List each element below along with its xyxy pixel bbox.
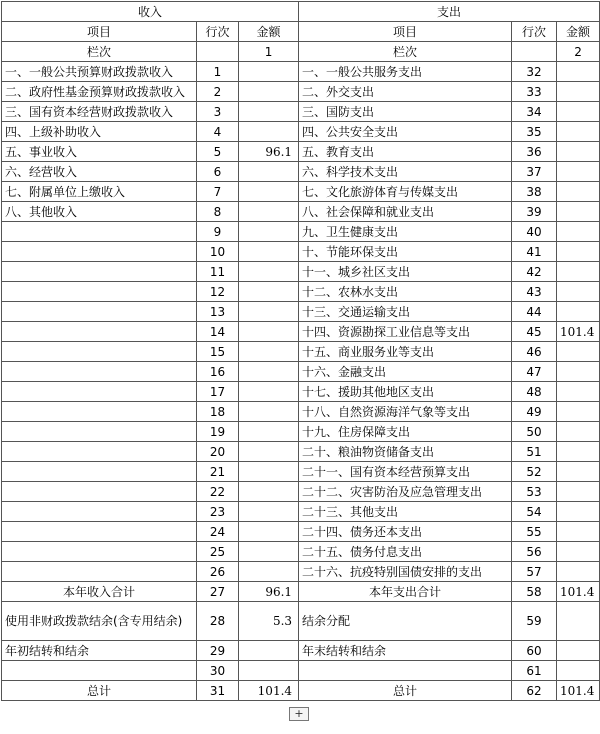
income-line-number: 13 xyxy=(197,302,239,322)
expense-line-number: 61 xyxy=(512,661,557,681)
expense-item-label xyxy=(299,661,512,681)
income-column-label: 栏次 xyxy=(2,42,197,62)
expense-item-label: 十四、资源勘探工业信息等支出 xyxy=(299,322,512,342)
expense-line-number: 38 xyxy=(512,182,557,202)
grand-total-row xyxy=(2,681,600,701)
income-item-label xyxy=(2,222,197,242)
expense-line-number: 35 xyxy=(512,122,557,142)
year-total-row xyxy=(2,582,600,602)
income-item-label xyxy=(2,422,197,442)
income-line-number: 22 xyxy=(197,482,239,502)
expense-item-label: 七、文化旅游体育与传媒支出 xyxy=(299,182,512,202)
income-amount xyxy=(239,122,299,142)
income-item-label xyxy=(2,282,197,302)
expense-line-number: 50 xyxy=(512,422,557,442)
income-line-number: 23 xyxy=(197,502,239,522)
income-item-label: 本年收入合计 xyxy=(2,582,197,602)
income-line-number: 16 xyxy=(197,362,239,382)
expense-amount xyxy=(557,242,600,262)
expense-amount xyxy=(557,542,600,562)
expense-line-number: 41 xyxy=(512,242,557,262)
income-amount xyxy=(239,382,299,402)
table-row xyxy=(2,142,600,162)
expense-item-label: 八、社会保障和就业支出 xyxy=(299,202,512,222)
balance-use-row xyxy=(2,602,600,641)
expense-item-label: 十二、农林水支出 xyxy=(299,282,512,302)
expense-line-number: 58 xyxy=(512,582,557,602)
expense-line-number: 53 xyxy=(512,482,557,502)
table-row xyxy=(2,382,600,402)
income-item-label: 六、经营收入 xyxy=(2,162,197,182)
expense-item-label: 四、公共安全支出 xyxy=(299,122,512,142)
income-amount: 5.3 xyxy=(239,602,299,641)
income-column-line xyxy=(197,42,239,62)
income-amount xyxy=(239,342,299,362)
table-row xyxy=(2,82,600,102)
income-amount xyxy=(239,162,299,182)
expense-amount xyxy=(557,82,600,102)
expense-line-number: 59 xyxy=(512,602,557,641)
income-item-label xyxy=(2,502,197,522)
income-line-number: 28 xyxy=(197,602,239,641)
expense-line-number: 33 xyxy=(512,82,557,102)
table-row xyxy=(2,62,600,82)
expense-amount xyxy=(557,62,600,82)
income-line-number: 25 xyxy=(197,542,239,562)
expense-item-label: 一、一般公共服务支出 xyxy=(299,62,512,82)
expense-amount xyxy=(557,522,600,542)
table-row xyxy=(2,122,600,142)
income-line-number: 20 xyxy=(197,442,239,462)
table-row xyxy=(2,482,600,502)
expense-amount: 101.4 xyxy=(557,322,600,342)
expense-amount xyxy=(557,402,600,422)
table-row xyxy=(2,342,600,362)
income-amount xyxy=(239,502,299,522)
income-item-label: 年初结转和结余 xyxy=(2,641,197,661)
income-line-number: 30 xyxy=(197,661,239,681)
income-item-label xyxy=(2,342,197,362)
expense-column-line xyxy=(512,42,557,62)
income-item-label: 一、一般公共预算财政拨款收入 xyxy=(2,62,197,82)
expense-amount xyxy=(557,302,600,322)
income-item-label xyxy=(2,462,197,482)
income-item-label: 总计 xyxy=(2,681,197,701)
income-amount xyxy=(239,322,299,342)
expense-column-number: 2 xyxy=(557,42,600,62)
expense-line-number: 57 xyxy=(512,562,557,582)
income-amount xyxy=(239,62,299,82)
expense-amount xyxy=(557,222,600,242)
income-amount xyxy=(239,641,299,661)
expense-line-number: 42 xyxy=(512,262,557,282)
expense-item-label: 结余分配 xyxy=(299,602,512,641)
column-number-row xyxy=(2,42,600,62)
expense-line-number: 47 xyxy=(512,362,557,382)
expense-item-label: 年末结转和结余 xyxy=(299,641,512,661)
expense-item-label: 二、外交支出 xyxy=(299,82,512,102)
table-row xyxy=(2,522,600,542)
budget-table xyxy=(1,1,600,701)
expense-amount xyxy=(557,562,600,582)
blank-row xyxy=(2,661,600,681)
expense-amount xyxy=(557,202,600,222)
income-amount xyxy=(239,522,299,542)
income-line-number: 14 xyxy=(197,322,239,342)
expense-amount xyxy=(557,661,600,681)
expense-header: 支出 xyxy=(299,2,600,22)
expense-amount xyxy=(557,122,600,142)
expense-item-label: 九、卫生健康支出 xyxy=(299,222,512,242)
expense-amount xyxy=(557,282,600,302)
income-item-label xyxy=(2,402,197,422)
income-line-number: 24 xyxy=(197,522,239,542)
income-item-label xyxy=(2,262,197,282)
expense-line-number: 62 xyxy=(512,681,557,701)
income-line-number: 1 xyxy=(197,62,239,82)
expense-line-number: 34 xyxy=(512,102,557,122)
expense-item-label: 二十、粮油物资储备支出 xyxy=(299,442,512,462)
expense-item-label: 六、科学技术支出 xyxy=(299,162,512,182)
table-row xyxy=(2,182,600,202)
income-amount: 101.4 xyxy=(239,681,299,701)
expense-column-label: 栏次 xyxy=(299,42,512,62)
expense-line-number: 56 xyxy=(512,542,557,562)
income-line-number: 3 xyxy=(197,102,239,122)
expense-line-number: 44 xyxy=(512,302,557,322)
expense-amount xyxy=(557,602,600,641)
income-column-number: 1 xyxy=(239,42,299,62)
income-amount xyxy=(239,422,299,442)
expense-item-label: 十九、住房保障支出 xyxy=(299,422,512,442)
expense-line-number: 51 xyxy=(512,442,557,462)
income-amount xyxy=(239,222,299,242)
expense-item-label: 二十一、国有资本经营预算支出 xyxy=(299,462,512,482)
income-line-header: 行次 xyxy=(197,22,239,42)
income-item-label: 八、其他收入 xyxy=(2,202,197,222)
expense-item-label: 十五、商业服务业等支出 xyxy=(299,342,512,362)
expense-item-label: 二十二、灾害防治及应急管理支出 xyxy=(299,482,512,502)
expense-item-label: 三、国防支出 xyxy=(299,102,512,122)
income-amount: 96.1 xyxy=(239,142,299,162)
expense-amount xyxy=(557,462,600,482)
income-item-label: 二、政府性基金预算财政拨款收入 xyxy=(2,82,197,102)
income-line-number: 9 xyxy=(197,222,239,242)
table-row xyxy=(2,422,600,442)
expense-amount xyxy=(557,142,600,162)
income-line-number: 10 xyxy=(197,242,239,262)
expense-item-label: 二十三、其他支出 xyxy=(299,502,512,522)
table-row xyxy=(2,542,600,562)
expense-item-label: 二十六、抗疫特别国债安排的支出 xyxy=(299,562,512,582)
income-item-label xyxy=(2,242,197,262)
expense-item-label: 五、教育支出 xyxy=(299,142,512,162)
income-amount xyxy=(239,542,299,562)
expense-line-number: 60 xyxy=(512,641,557,661)
income-line-number: 8 xyxy=(197,202,239,222)
expand-button[interactable]: + xyxy=(289,707,309,721)
income-amount xyxy=(239,442,299,462)
income-line-number: 27 xyxy=(197,582,239,602)
expense-line-number: 36 xyxy=(512,142,557,162)
income-amount xyxy=(239,661,299,681)
header-row-section xyxy=(2,2,600,22)
income-item-label xyxy=(2,482,197,502)
income-line-number: 17 xyxy=(197,382,239,402)
expense-item-header: 项目 xyxy=(299,22,512,42)
expense-amount xyxy=(557,102,600,122)
income-amount: 96.1 xyxy=(239,582,299,602)
expense-line-number: 49 xyxy=(512,402,557,422)
expense-item-label: 十八、自然资源海洋气象等支出 xyxy=(299,402,512,422)
expense-item-label: 十三、交通运输支出 xyxy=(299,302,512,322)
income-item-label xyxy=(2,302,197,322)
income-line-number: 7 xyxy=(197,182,239,202)
income-item-label xyxy=(2,562,197,582)
expense-amount xyxy=(557,182,600,202)
expense-amount: 101.4 xyxy=(557,582,600,602)
table-row xyxy=(2,282,600,302)
income-amount xyxy=(239,302,299,322)
expense-line-number: 39 xyxy=(512,202,557,222)
income-amount-header: 金额 xyxy=(239,22,299,42)
carry-over-row xyxy=(2,641,600,661)
income-item-label: 三、国有资本经营财政拨款收入 xyxy=(2,102,197,122)
expense-item-label: 十六、金融支出 xyxy=(299,362,512,382)
income-line-number: 12 xyxy=(197,282,239,302)
income-amount xyxy=(239,202,299,222)
table-row xyxy=(2,442,600,462)
table-row xyxy=(2,462,600,482)
income-line-number: 6 xyxy=(197,162,239,182)
income-item-label: 四、上级补助收入 xyxy=(2,122,197,142)
income-line-number: 15 xyxy=(197,342,239,362)
income-item-label xyxy=(2,661,197,681)
table-row xyxy=(2,322,600,342)
expense-line-number: 37 xyxy=(512,162,557,182)
expense-amount xyxy=(557,262,600,282)
income-item-label: 七、附属单位上缴收入 xyxy=(2,182,197,202)
expense-amount: 101.4 xyxy=(557,681,600,701)
expense-line-number: 48 xyxy=(512,382,557,402)
income-item-header: 项目 xyxy=(2,22,197,42)
expense-amount xyxy=(557,641,600,661)
table-row xyxy=(2,562,600,582)
expense-item-label: 十七、援助其他地区支出 xyxy=(299,382,512,402)
expense-item-label: 总计 xyxy=(299,681,512,701)
table-row xyxy=(2,362,600,382)
income-line-number: 31 xyxy=(197,681,239,701)
expense-item-label: 十、节能环保支出 xyxy=(299,242,512,262)
income-item-label xyxy=(2,322,197,342)
income-item-label xyxy=(2,442,197,462)
expense-amount xyxy=(557,502,600,522)
expense-amount xyxy=(557,442,600,462)
income-amount xyxy=(239,482,299,502)
expense-amount xyxy=(557,162,600,182)
expense-line-header: 行次 xyxy=(512,22,557,42)
header-row-columns xyxy=(2,22,600,42)
income-amount xyxy=(239,242,299,262)
expense-amount-header: 金额 xyxy=(557,22,600,42)
expense-line-number: 32 xyxy=(512,62,557,82)
expense-amount xyxy=(557,382,600,402)
income-header: 收入 xyxy=(2,2,299,22)
income-line-number: 29 xyxy=(197,641,239,661)
expense-line-number: 46 xyxy=(512,342,557,362)
income-item-label: 使用非财政拨款结余(含专用结余) xyxy=(2,602,197,641)
expense-amount xyxy=(557,422,600,442)
income-amount xyxy=(239,402,299,422)
income-amount xyxy=(239,462,299,482)
table-row xyxy=(2,302,600,322)
income-item-label xyxy=(2,542,197,562)
income-line-number: 2 xyxy=(197,82,239,102)
expense-item-label: 十一、城乡社区支出 xyxy=(299,262,512,282)
income-item-label xyxy=(2,522,197,542)
expense-line-number: 54 xyxy=(512,502,557,522)
expense-line-number: 43 xyxy=(512,282,557,302)
income-amount xyxy=(239,182,299,202)
expense-item-label: 二十五、债务付息支出 xyxy=(299,542,512,562)
expense-line-number: 45 xyxy=(512,322,557,342)
expense-amount xyxy=(557,342,600,362)
income-amount xyxy=(239,362,299,382)
income-line-number: 18 xyxy=(197,402,239,422)
table-row xyxy=(2,162,600,182)
income-item-label xyxy=(2,382,197,402)
income-amount xyxy=(239,262,299,282)
expense-amount xyxy=(557,482,600,502)
table-row xyxy=(2,262,600,282)
income-amount xyxy=(239,562,299,582)
expense-item-label: 本年支出合计 xyxy=(299,582,512,602)
expense-amount xyxy=(557,362,600,382)
table-row xyxy=(2,402,600,422)
expense-line-number: 52 xyxy=(512,462,557,482)
income-line-number: 19 xyxy=(197,422,239,442)
income-amount xyxy=(239,282,299,302)
income-line-number: 4 xyxy=(197,122,239,142)
expense-line-number: 40 xyxy=(512,222,557,242)
income-amount xyxy=(239,102,299,122)
table-row xyxy=(2,102,600,122)
income-line-number: 11 xyxy=(197,262,239,282)
income-line-number: 21 xyxy=(197,462,239,482)
table-row xyxy=(2,222,600,242)
income-amount xyxy=(239,82,299,102)
table-row xyxy=(2,242,600,262)
income-item-label xyxy=(2,362,197,382)
income-line-number: 5 xyxy=(197,142,239,162)
expense-line-number: 55 xyxy=(512,522,557,542)
income-item-label: 五、事业收入 xyxy=(2,142,197,162)
income-line-number: 26 xyxy=(197,562,239,582)
expense-item-label: 二十四、债务还本支出 xyxy=(299,522,512,542)
table-row xyxy=(2,202,600,222)
table-row xyxy=(2,502,600,522)
